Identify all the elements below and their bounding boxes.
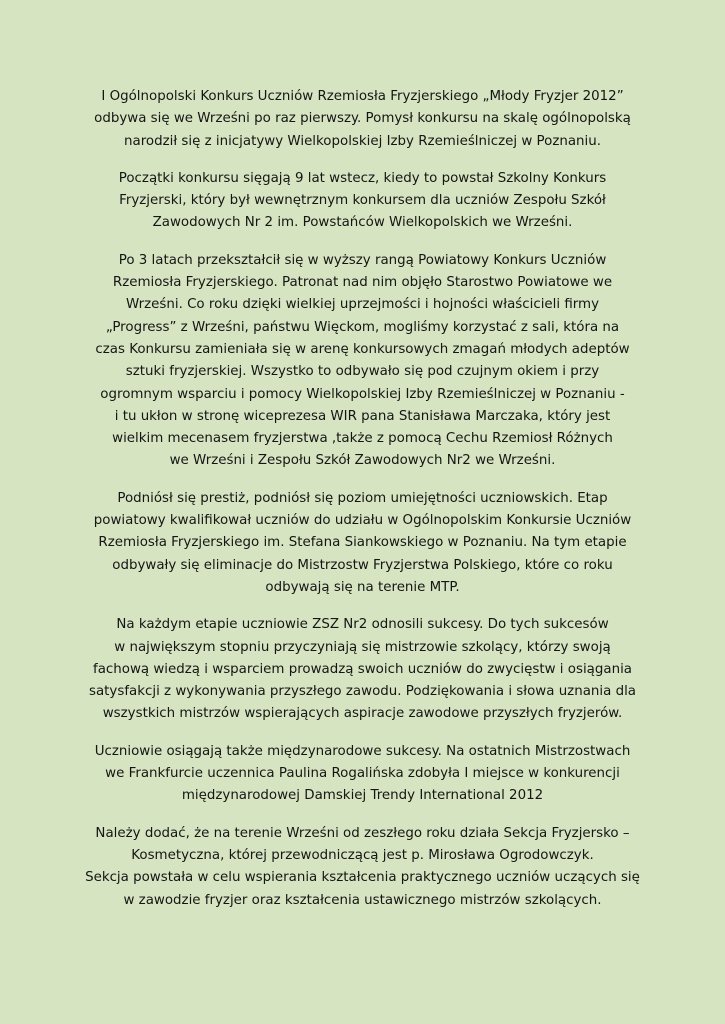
text-line: wszystkich mistrzów wspierających aspiracje zawodowe przyszłych fryzjerów. — [102, 706, 623, 722]
text-line: Fryzjerski, który był wewnętrznym konkursem dla uczniów Zespołu Szkół — [119, 193, 606, 209]
text-line: Wrześni. Co roku dzięki wielkiej uprzejmości i hojności właścicieli firmy — [125, 297, 600, 313]
text-line: międzynarodowej Damskiej Trendy International 2012 — [181, 788, 544, 804]
paragraph — [70, 168, 655, 235]
text-line: czas Konkursu zamieniała się w arenę konkursowych zmagań młodych adeptów — [95, 341, 630, 357]
paragraph — [70, 86, 655, 153]
text-line: Rzemiosła Fryzjerskiego. Patronat nad nim objęło Starostwo Powiatowe we — [112, 275, 613, 291]
text-line: Kosmetyczna, której przewodniczącą jest p. Mirosława Ogrodowczyk. — [131, 847, 594, 863]
text-line: fachową wiedzą i wsparciem prowadzą swoich uczniów do zwycięstw i osiągania — [92, 661, 632, 677]
text-line: „Progress” z Wrześni, państwu Więckom, mogliśmy korzystać z sali, która na — [105, 319, 620, 335]
text-line: ogromnym wsparciu i pomocy Wielkopolskiej Izby Rzemieślniczej w Poznaniu - — [100, 386, 625, 402]
paragraph — [70, 488, 655, 599]
text-line: Podniósł się prestiż, podniósł się poziom umiejętności uczniowskich. Etap — [117, 490, 608, 506]
text-line: w zawodzie fryzjer oraz kształcenia ustawicznego mistrzów szkolących. — [123, 892, 602, 908]
document-body — [70, 86, 655, 927]
text-line: narodził się z inicjatywy Wielkopolskiej Izby Rzemieślniczej w Poznaniu. — [124, 133, 601, 149]
text-line: Należy dodać, że na terenie Wrześni od zeszłego roku działa Sekcja Fryzjersko – — [95, 825, 630, 841]
text-line: powiatowy kwalifikował uczniów do udziału w Ogólnopolskim Konkursie Uczniów — [93, 513, 632, 529]
text-line: I Ogólnopolski Konkurs Uczniów Rzemiosła Fryzjerskiego „Młody Fryzjer 2012” — [101, 89, 624, 104]
paragraph — [70, 614, 655, 725]
text-line: Uczniowie osiągają także międzynarodowe sukcesy. Na ostatnich Mistrzostwach — [94, 743, 631, 759]
text-line: Zawodowych Nr 2 im. Powstańców Wielkopolskich we Wrześni. — [152, 215, 573, 231]
text-line: sztuki fryzjerskiej. Wszystko to odbywało się pod czujnym okiem i przy — [125, 364, 600, 380]
text-line: we Frankfurcie uczennica Paulina Rogalińska zdobyła I miejsce w konkurencji — [105, 766, 620, 782]
text-line: Po 3 latach przekształcił się w wyższy rangą Powiatowy Konkurs Uczniów — [118, 252, 607, 268]
text-line: Na każdym etapie uczniowie ZSZ Nr2 odnosili sukcesy. Do tych sukcesów — [116, 617, 609, 633]
text-line: i tu ukłon w stronę wiceprezesa WIR pana Stanisława Marczaka, który jest — [114, 408, 611, 424]
text-line: Początki konkursu sięgają 9 lat wstecz, kiedy to powstał Szkolny Konkurs — [118, 170, 607, 186]
text-line: Rzemiosła Fryzjerskiego im. Stefana Siankowskiego w Poznaniu. Na tym etapie — [98, 535, 627, 551]
paragraph — [70, 250, 655, 473]
paragraph — [70, 823, 655, 912]
text-line: we Wrześni i Zespołu Szkół Zawodowych Nr2 we Wrześni. — [169, 453, 556, 469]
text-line: wielkim mecenasem fryzjerstwa ,także z pomocą Cechu Rzemiosł Różnych — [112, 431, 613, 447]
text-line: odbywały się eliminacje do Mistrzostw Fryzjerstwa Polskiego, które co roku — [112, 557, 613, 573]
paragraph — [70, 741, 655, 808]
text-line: satysfakcji z wykonywania przyszłego zawodu. Podziękowania i słowa uznania dla — [88, 684, 636, 700]
text-line: Sekcja powstała w celu wspierania kształcenia praktycznego uczniów uczących się — [85, 870, 640, 886]
text-line: odbywają się na terenie MTP. — [265, 579, 460, 595]
text-line: w największym stopniu przyczyniają się mistrzowie szkolący, którzy swoją — [114, 639, 611, 655]
text-line: odbywa się we Wrześni po raz pierwszy. Pomysł konkursu na skalę ogólnopolską — [94, 111, 631, 127]
